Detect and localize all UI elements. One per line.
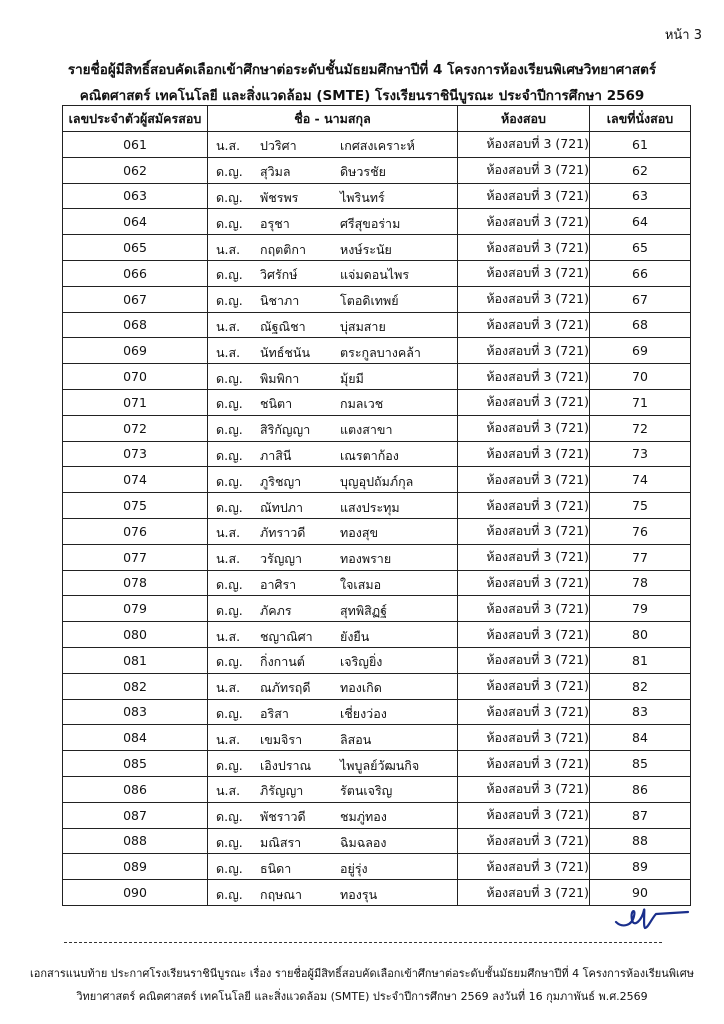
full-name-cell [208, 312, 458, 338]
last-name: เชี่ยงว่อง [340, 705, 387, 721]
seat-number-cell: 71 [590, 389, 691, 415]
table-row [63, 312, 691, 338]
table-row [63, 286, 691, 312]
name-prefix: ด.ญ. [216, 576, 243, 592]
page-number: หน้า 3 [664, 28, 702, 43]
exam-room-cell: ห้องสอบที่ 3 (721) [458, 338, 590, 364]
applicant-id-cell: 064 [63, 209, 208, 235]
seat-number-cell: 67 [590, 286, 691, 312]
first-name: ปวริศา [260, 138, 297, 154]
full-name-cell [208, 389, 458, 415]
exam-room-cell: ห้องสอบที่ 3 (721) [458, 544, 590, 570]
table-row [63, 467, 691, 493]
table-body [63, 132, 691, 906]
seat-number-cell: 73 [590, 441, 691, 467]
seat-number-cell: 86 [590, 776, 691, 802]
seat-number-cell: 70 [590, 364, 691, 390]
name-prefix: น.ส. [216, 680, 241, 696]
applicant-id-cell: 065 [63, 235, 208, 261]
document-title-line-2: คณิตศาสตร์ เทคโนโลยี และสิ่งแวดล้อม (SMTE) โรงเรียนราชินีบูรณะ ประจำปีการศึกษา 2569 [79, 88, 645, 104]
name-prefix: ด.ญ. [216, 473, 243, 489]
table-row [63, 493, 691, 519]
first-name: พัชรพร [260, 189, 299, 205]
applicant-id-cell: 072 [63, 415, 208, 441]
header-seat-number: เลขที่นั่งสอบ [590, 106, 691, 132]
name-prefix: น.ส. [216, 138, 241, 154]
applicant-id-cell: 068 [63, 312, 208, 338]
seat-number-cell: 80 [590, 622, 691, 648]
exam-room-cell: ห้องสอบที่ 3 (721) [458, 415, 590, 441]
table-row [63, 854, 691, 880]
first-name: ภาสินี [260, 447, 292, 463]
last-name: ไพรินทร์ [340, 189, 385, 205]
exam-room-cell: ห้องสอบที่ 3 (721) [458, 725, 590, 751]
exam-room-cell: ห้องสอบที่ 3 (721) [458, 751, 590, 777]
first-name: กฤตติกา [260, 241, 306, 257]
last-name: ฉิมฉลอง [340, 834, 387, 850]
seat-number-cell: 79 [590, 596, 691, 622]
full-name-cell [208, 828, 458, 854]
applicant-id-cell: 086 [63, 776, 208, 802]
name-prefix: น.ส. [216, 318, 241, 334]
table-header-row [63, 106, 691, 132]
first-name: ชญาณิศา [260, 628, 313, 644]
table-row [63, 725, 691, 751]
table-row [63, 776, 691, 802]
full-name-cell [208, 647, 458, 673]
first-name: อรุชา [260, 215, 290, 231]
header-full-name: ชื่อ - นามสกุล [208, 106, 458, 132]
name-prefix: ด.ญ. [216, 370, 243, 386]
last-name: เกศสงเคราะห์ [340, 138, 415, 154]
footer-note-line-2: วิทยาศาสตร์ คณิตศาสตร์ เทคโนโลยี และสิ่งแวดล้อม (SMTE) ประจำปีการศึกษา 2569 ลงวันที่ 16 กุมภาพันธ์ พ.ศ.2569 [76, 990, 648, 1003]
header-exam-room: ห้องสอบ [458, 106, 590, 132]
first-name: อาศิรา [260, 576, 297, 592]
table-row [63, 364, 691, 390]
exam-room-cell: ห้องสอบที่ 3 (721) [458, 132, 590, 158]
last-name: เจริญยิ่ง [340, 654, 383, 670]
first-name: ภิรัญญา [260, 783, 304, 799]
applicant-id-cell: 087 [63, 802, 208, 828]
exam-room-cell: ห้องสอบที่ 3 (721) [458, 776, 590, 802]
name-prefix: ด.ญ. [216, 215, 243, 231]
first-name: สิริกัญญา [260, 422, 311, 438]
applicant-id-cell: 067 [63, 286, 208, 312]
full-name-cell [208, 338, 458, 364]
first-name: ชนิตา [260, 396, 293, 412]
name-prefix: ด.ญ. [216, 422, 243, 438]
last-name: หงษ์ระนัย [340, 241, 392, 257]
exam-room-cell: ห้องสอบที่ 3 (721) [458, 880, 590, 906]
applicant-id-cell: 071 [63, 389, 208, 415]
full-name-cell [208, 235, 458, 261]
name-prefix: ด.ญ. [216, 809, 243, 825]
first-name: กิ่งกานต์ [260, 654, 305, 670]
seat-number-cell: 76 [590, 518, 691, 544]
applicant-id-cell: 061 [63, 132, 208, 158]
first-name: ภูริชญา [260, 473, 302, 489]
seat-number-cell: 63 [590, 183, 691, 209]
full-name-cell [208, 132, 458, 158]
applicant-id-cell: 089 [63, 854, 208, 880]
full-name-cell [208, 854, 458, 880]
name-prefix: ด.ญ. [216, 705, 243, 721]
applicant-id-cell: 082 [63, 673, 208, 699]
first-name: พิมพิกา [260, 370, 300, 386]
full-name-cell [208, 415, 458, 441]
table-row [63, 260, 691, 286]
seat-number-cell: 65 [590, 235, 691, 261]
exam-room-cell: ห้องสอบที่ 3 (721) [458, 467, 590, 493]
name-prefix: น.ส. [216, 628, 241, 644]
exam-room-cell: ห้องสอบที่ 3 (721) [458, 183, 590, 209]
seat-number-cell: 89 [590, 854, 691, 880]
seat-number-cell: 78 [590, 570, 691, 596]
exam-room-cell: ห้องสอบที่ 3 (721) [458, 647, 590, 673]
first-name: ภัทราวดี [260, 525, 306, 541]
name-prefix: ด.ญ. [216, 834, 243, 850]
applicant-id-cell: 079 [63, 596, 208, 622]
seat-number-cell: 77 [590, 544, 691, 570]
full-name-cell [208, 157, 458, 183]
applicant-id-cell: 075 [63, 493, 208, 519]
seat-number-cell: 72 [590, 415, 691, 441]
applicant-id-cell: 078 [63, 570, 208, 596]
last-name: ตระกูลบางคล้า [340, 344, 421, 360]
full-name-cell [208, 596, 458, 622]
full-name-cell [208, 467, 458, 493]
last-name: ชมภู่ทอง [340, 809, 387, 825]
first-name: สุวิมล [260, 164, 291, 180]
first-name: นิชาภา [260, 293, 300, 309]
table-row [63, 751, 691, 777]
name-prefix: ด.ญ. [216, 886, 243, 902]
seat-number-cell: 82 [590, 673, 691, 699]
table-row [63, 622, 691, 648]
first-name: กฤษณา [260, 886, 302, 902]
full-name-cell [208, 570, 458, 596]
applicant-id-cell: 069 [63, 338, 208, 364]
name-prefix: ด.ญ. [216, 860, 243, 876]
first-name: เขมจิรา [260, 731, 303, 747]
last-name: ใจเสมอ [340, 576, 382, 592]
name-prefix: ด.ญ. [216, 602, 243, 618]
last-name: ทองเกิด [340, 680, 382, 696]
exam-room-cell: ห้องสอบที่ 3 (721) [458, 699, 590, 725]
exam-room-cell: ห้องสอบที่ 3 (721) [458, 389, 590, 415]
last-name: ทองสุข [340, 525, 379, 541]
full-name-cell [208, 260, 458, 286]
last-name: ดิษวรชัย [340, 164, 386, 180]
exam-room-cell: ห้องสอบที่ 3 (721) [458, 493, 590, 519]
full-name-cell [208, 673, 458, 699]
table-row [63, 415, 691, 441]
table-row [63, 235, 691, 261]
last-name: บุ่สมสาย [340, 318, 386, 334]
last-name: สุทพิสิฏฐ์ [340, 602, 388, 618]
first-name: มณิสรา [260, 834, 302, 850]
table-row [63, 802, 691, 828]
applicant-id-cell: 088 [63, 828, 208, 854]
seat-number-cell: 69 [590, 338, 691, 364]
applicant-id-cell: 085 [63, 751, 208, 777]
first-name: ณัทปภา [260, 499, 304, 515]
last-name: กมลเวช [340, 396, 384, 412]
exam-room-cell: ห้องสอบที่ 3 (721) [458, 235, 590, 261]
last-name: ยังยืน [340, 628, 370, 644]
name-prefix: ด.ญ. [216, 654, 243, 670]
last-name: ทองพราย [340, 551, 392, 567]
full-name-cell [208, 286, 458, 312]
seat-number-cell: 84 [590, 725, 691, 751]
first-name: วิศรักษ์ [260, 267, 298, 283]
exam-room-cell: ห้องสอบที่ 3 (721) [458, 622, 590, 648]
seat-number-cell: 85 [590, 751, 691, 777]
applicant-id-cell: 077 [63, 544, 208, 570]
full-name-cell [208, 802, 458, 828]
footer-note-line-1: เอกสารแนบท้าย ประกาศโรงเรียนราชินีบูรณะ เรื่อง รายชื่อผู้มีสิทธิ์สอบคัดเลือกเข้าศึกษาต่อระดับชั้นมัธยมศึกษาปีที่ 4 โครงการห้องเรียนพิเศษ [29, 967, 695, 980]
applicant-id-cell: 081 [63, 647, 208, 673]
seat-number-cell: 83 [590, 699, 691, 725]
exam-room-cell: ห้องสอบที่ 3 (721) [458, 673, 590, 699]
table-row [63, 209, 691, 235]
full-name-cell [208, 493, 458, 519]
name-prefix: น.ส. [216, 344, 241, 360]
first-name: เอิงปราณ [260, 757, 312, 773]
seat-number-cell: 74 [590, 467, 691, 493]
last-name: ทองรุน [340, 886, 378, 902]
seat-number-cell: 61 [590, 132, 691, 158]
name-prefix: ด.ญ. [216, 499, 243, 515]
exam-room-cell: ห้องสอบที่ 3 (721) [458, 157, 590, 183]
seat-number-cell: 66 [590, 260, 691, 286]
seat-number-cell: 64 [590, 209, 691, 235]
table-row [63, 699, 691, 725]
table-row [63, 441, 691, 467]
full-name-cell [208, 518, 458, 544]
last-name: แตงสาขา [340, 422, 393, 438]
exam-room-cell: ห้องสอบที่ 3 (721) [458, 209, 590, 235]
table-row [63, 673, 691, 699]
exam-room-cell: ห้องสอบที่ 3 (721) [458, 286, 590, 312]
full-name-cell [208, 622, 458, 648]
table-row [63, 518, 691, 544]
applicant-id-cell: 066 [63, 260, 208, 286]
first-name: พัชราวดี [260, 809, 306, 825]
handwritten-signature [612, 898, 692, 938]
table-row [63, 183, 691, 209]
full-name-cell [208, 209, 458, 235]
table-row [63, 157, 691, 183]
last-name: บุญอุปถัมภ์กุล [340, 473, 414, 489]
full-name-cell [208, 364, 458, 390]
exam-room-cell: ห้องสอบที่ 3 (721) [458, 570, 590, 596]
name-prefix: ด.ญ. [216, 189, 243, 205]
first-name: ภัคภร [260, 602, 292, 618]
applicant-id-cell: 074 [63, 467, 208, 493]
candidate-table [62, 105, 691, 906]
last-name: แสงประทุม [340, 499, 400, 515]
table-row [63, 389, 691, 415]
full-name-cell [208, 544, 458, 570]
seat-number-cell: 62 [590, 157, 691, 183]
full-name-cell [208, 699, 458, 725]
seat-number-cell: 87 [590, 802, 691, 828]
full-name-cell [208, 725, 458, 751]
table-row [63, 338, 691, 364]
seat-number-cell: 81 [590, 647, 691, 673]
last-name: อยู่รุ่ง [340, 860, 368, 876]
name-prefix: น.ส. [216, 241, 241, 257]
seat-number-cell: 90 [590, 880, 691, 906]
name-prefix: น.ส. [216, 731, 241, 747]
last-name: เณรตาก้อง [340, 447, 399, 463]
table-row [63, 570, 691, 596]
first-name: วรัญญา [260, 551, 303, 567]
table-row [63, 132, 691, 158]
last-name: ลิสอน [340, 731, 372, 747]
applicant-id-cell: 083 [63, 699, 208, 725]
table-row [63, 544, 691, 570]
first-name: ธนิดา [260, 860, 292, 876]
exam-room-cell: ห้องสอบที่ 3 (721) [458, 854, 590, 880]
applicant-id-cell: 090 [63, 880, 208, 906]
last-name: ศรีสุขอร่าม [340, 215, 401, 231]
name-prefix: น.ส. [216, 783, 241, 799]
applicant-id-cell: 073 [63, 441, 208, 467]
name-prefix: ด.ญ. [216, 267, 243, 283]
full-name-cell [208, 880, 458, 906]
table-row [63, 880, 691, 906]
exam-room-cell: ห้องสอบที่ 3 (721) [458, 518, 590, 544]
exam-room-cell: ห้องสอบที่ 3 (721) [458, 828, 590, 854]
last-name: แจ่มดอนไพร [340, 267, 410, 283]
table-row [63, 596, 691, 622]
name-prefix: น.ส. [216, 525, 241, 541]
full-name-cell [208, 183, 458, 209]
table-row [63, 647, 691, 673]
document-title-line-1: รายชื่อผู้มีสิทธิ์สอบคัดเลือกเข้าศึกษาต่อระดับชั้นมัธยมศึกษาปีที่ 4 โครงการห้องเรียนพิเศษวิทยาศาสตร์ [67, 62, 657, 78]
applicant-id-cell: 076 [63, 518, 208, 544]
header-applicant-id: เลขประจำตัวผู้สมัครสอบ [63, 106, 208, 132]
full-name-cell [208, 776, 458, 802]
first-name: ณภัทรฤดี [260, 680, 311, 696]
seat-number-cell: 75 [590, 493, 691, 519]
name-prefix: ด.ญ. [216, 447, 243, 463]
table-row [63, 828, 691, 854]
name-prefix: ด.ญ. [216, 396, 243, 412]
exam-room-cell: ห้องสอบที่ 3 (721) [458, 596, 590, 622]
applicant-id-cell: 084 [63, 725, 208, 751]
full-name-cell [208, 441, 458, 467]
footer-divider [64, 942, 662, 943]
exam-room-cell: ห้องสอบที่ 3 (721) [458, 364, 590, 390]
name-prefix: ด.ญ. [216, 757, 243, 773]
full-name-cell [208, 751, 458, 777]
name-prefix: ด.ญ. [216, 164, 243, 180]
exam-room-cell: ห้องสอบที่ 3 (721) [458, 260, 590, 286]
applicant-id-cell: 062 [63, 157, 208, 183]
first-name: นัทธ์ชนัน [260, 344, 310, 360]
last-name: โตอดิเทพย์ [340, 293, 399, 309]
exam-room-cell: ห้องสอบที่ 3 (721) [458, 802, 590, 828]
applicant-id-cell: 080 [63, 622, 208, 648]
first-name: ณัฐณิชา [260, 318, 306, 334]
seat-number-cell: 88 [590, 828, 691, 854]
name-prefix: ด.ญ. [216, 293, 243, 309]
applicant-id-cell: 063 [63, 183, 208, 209]
exam-room-cell: ห้องสอบที่ 3 (721) [458, 312, 590, 338]
last-name: รัตนเจริญ [340, 783, 393, 799]
seat-number-cell: 68 [590, 312, 691, 338]
last-name: มุ้ยมี [340, 370, 364, 386]
name-prefix: น.ส. [216, 551, 241, 567]
first-name: อริสา [260, 705, 289, 721]
last-name: ไพบูลย์วัฒนกิจ [340, 757, 420, 773]
exam-room-cell: ห้องสอบที่ 3 (721) [458, 441, 590, 467]
applicant-id-cell: 070 [63, 364, 208, 390]
